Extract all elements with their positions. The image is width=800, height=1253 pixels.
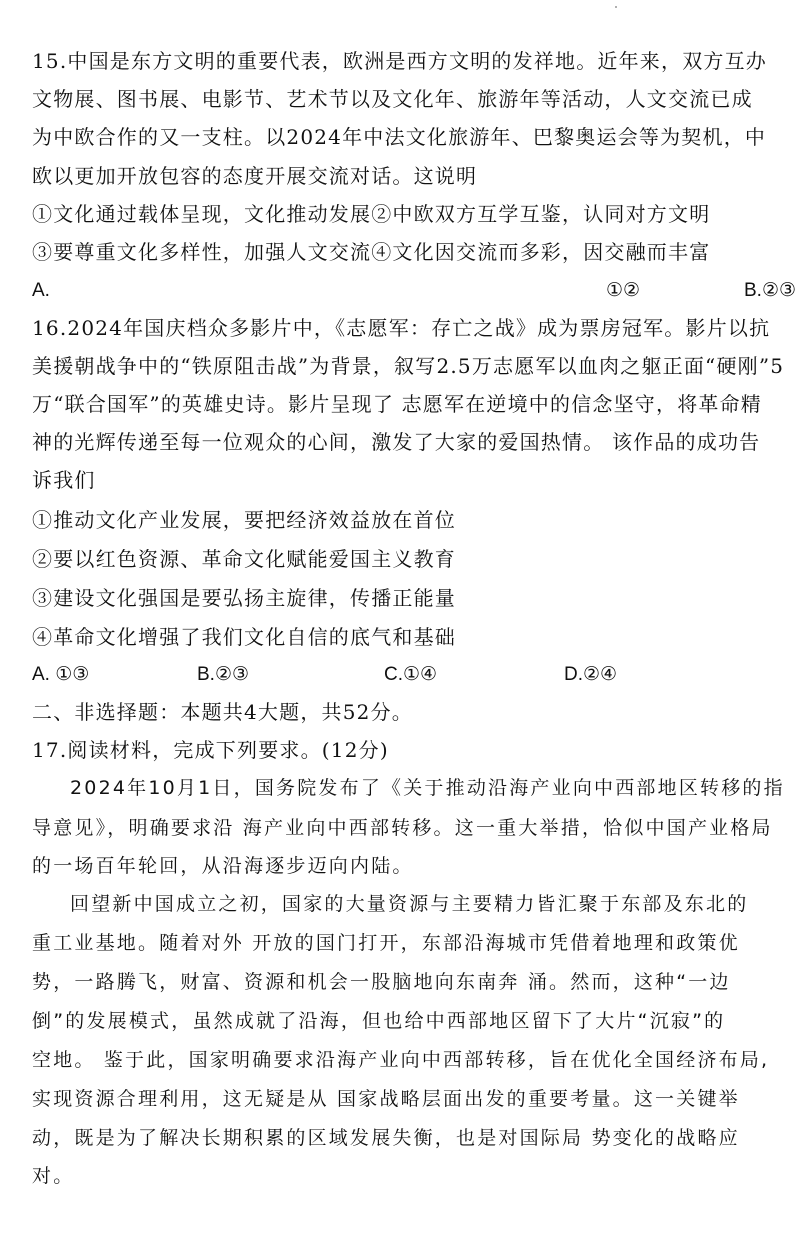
q16-option-a: A. ①③ — [32, 664, 90, 685]
q15-line-3: 为中欧合作的又一支柱。以2024年中法文化旅游年、巴黎奥运会等为契机，中 — [32, 125, 767, 149]
q15-statement-line-1: ①文化通过载体呈现，文化推动发展②中欧双方互学互鉴，认同对方文明 — [32, 202, 711, 226]
scan-speck — [615, 6, 617, 8]
q16-line-4: 神的光辉传递至每一位观众的心间，激发了大家的爱国热情。 该作品的成功告 — [32, 430, 761, 454]
q16-option-c: C.①④ — [384, 664, 438, 685]
q16-statement-4: ④革命文化增强了我们文化自信的底气和基础 — [32, 625, 456, 649]
q17-para2-line-4: 倒”的发展模式，虽然成就了沿海，但也给中西部地区留下了大片“沉寂”的 — [32, 1010, 726, 1032]
q16-line-5: 诉我们 — [32, 468, 96, 492]
q16-statement-1: ①推动文化产业发展，要把经济效益放在首位 — [32, 508, 456, 532]
q16-option-d: D.②④ — [564, 664, 618, 685]
section-two-heading: 二、非选择题：本题共4大题，共52分。 — [32, 700, 413, 724]
q17-para1-line-2: 导意见》，明确要求沿 海产业向中西部转移。这一重大举措，恰似中国产业格局 — [32, 817, 773, 839]
q17-para2-line-1: 回望新中国成立之初，国家的大量资源与主要精力皆汇聚于东部及东北的 — [70, 893, 749, 915]
q16-line-3: 万“联合国军”的英雄史诗。影片呈现了 志愿军在逆境中的信念坚守，将革命精 — [32, 392, 763, 416]
q16-line-1: 16.2024年国庆档众多影片中，《志愿军：存亡之战》成为票房冠军。影片以抗 — [32, 316, 771, 340]
q15-option-b: B.②③ — [744, 280, 797, 301]
q17-para2-line-5: 空地。 鉴于此，国家明确要求沿海产业向中西部转移，旨在优化全国经济布局, — [32, 1049, 770, 1071]
q15-option-a-label: A. — [32, 280, 50, 301]
q16-statement-2: ②要以红色资源、革命文化赋能爱国主义教育 — [32, 547, 456, 571]
q15-line-2: 文物展、图书展、电影节、艺术节以及文化年、旅游年等活动，人文交流已成 — [32, 87, 753, 111]
q17-para1-line-1: 2024年10月1日，国务院发布了《关于推动沿海产业向中西部地区转移的指 — [70, 777, 785, 799]
q16-statement-3: ③建设文化强国是要弘扬主旋律，传播正能量 — [32, 586, 456, 610]
q15-line-1: 15.中国是东方文明的重要代表，欧洲是西方文明的发祥地。近年来，双方互办 — [32, 49, 768, 73]
q17-title: 17.阅读材料，完成下列要求。(12分) — [32, 738, 389, 762]
q15-statement-line-2: ③要尊重文化多样性，加强人文交流④文化因交流而多彩，因交融而丰富 — [32, 240, 711, 264]
q17-para2-line-6: 实现资源合理利用，这无疑是从 国家战略层面出发的重要考量。这一关键举 — [32, 1088, 740, 1110]
q16-line-2: 美援朝战争中的“铁原阻击战”为背景，叙写2.5万志愿军以血肉之躯正面“硬刚”5 — [32, 354, 785, 378]
q17-para2-line-2: 重工业基地。随着对外 开放的国门打开，东部沿海城市凭借着地理和政策优 — [32, 932, 740, 954]
q17-para2-line-7: 动，既是为了解决长期积累的区域发展失衡，也是对国际局 势变化的战略应 — [32, 1127, 740, 1149]
q16-option-b: B.②③ — [197, 664, 250, 685]
q15-option-a-value: ①② — [606, 280, 641, 301]
q17-para2-line-3: 势，一路腾飞，财富、资源和机会一股脑地向东南奔 涌。然而，这种“一边 — [32, 971, 731, 993]
q15-line-4: 欧以更加开放包容的态度开展交流对话。这说明 — [32, 164, 478, 188]
q17-para1-line-3: 的一场百年轮回，从沿海逐步迈向内陆。 — [32, 855, 414, 877]
q17-para2-line-8: 对。 — [32, 1165, 75, 1187]
